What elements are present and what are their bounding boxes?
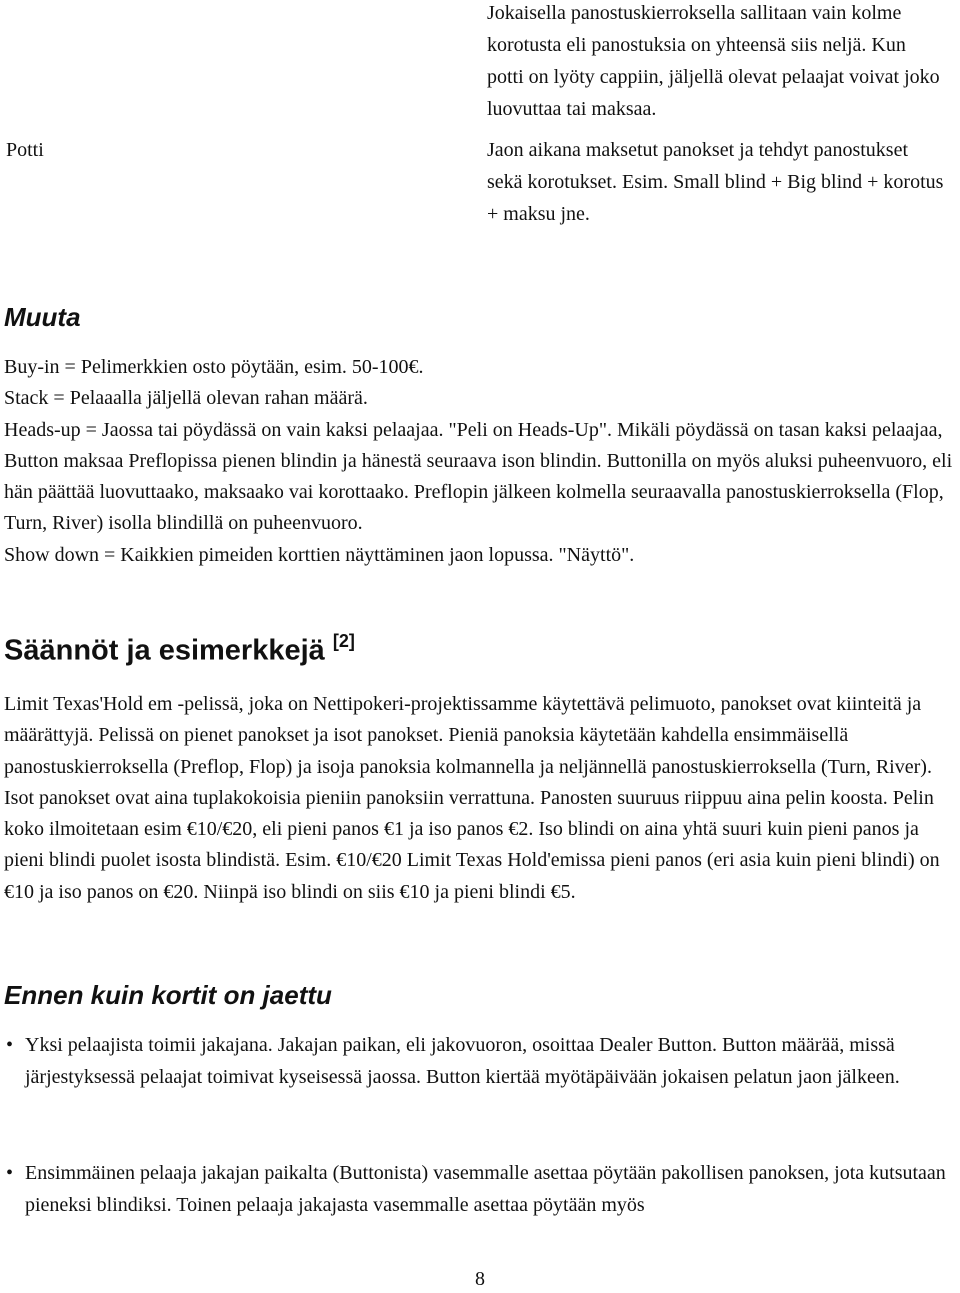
bullet-marker: • [6,1162,14,1184]
section-heading-saannot [4,633,355,668]
section-heading-ennen: Ennen kuin kortit on jaettu [4,980,332,1010]
reference-marker: [2] [332,631,355,651]
definition-description: Jokaisella panostuskierroksella sallitaan vain kolme korotusta eli panostuksia on yhteensä siis neljä. Kun potti on lyöty cappiin, jäljellä olevat pelaajat voivat joko luovuttaa tai maksaa. [487,2,940,120]
definition-description: Jaon aikana maksetut panokset ja tehdyt panostukset sekä korotukset. Esim. Small blind + Big blind + korotus + maksu jne. [487,139,944,225]
term-line-heads-up: Heads-up = Jaossa tai pöydässä on vain kaksi pelaajaa. "Peli on Heads-Up". Mikäli pöydässä on tasan kaksi pelaajaa, Button maksaa Preflopissa pienen blindin ja hänestä seuraava ison blindin. Buttonilla on myös aluksi puheenvuoro, eli hän päättää luovuttaako, maksaako vai korottaako. Preflopin jälkeen kolmella seuraavalla panostuskierroksella (Flop, Turn, River) isolla blindillä on puheenvuoro. [4,418,953,535]
saannot-paragraph: Limit Texas'Hold em -pelissä, joka on Nettipokeri-projektissamme käytettävä pelimuoto, panokset ovat kiinteitä ja määrättyjä. Pelissä on pienet panokset ja isot panokset. Pieniä panoksia käytetään kahdella ensimmäisellä panostuskierroksella (Preflop, Flop) ja isoja panoksia kolmannella ja neljännellä panostuskierroksella (Turn, River). Isot panokset ovat aina tuplakokoisia pieniin panoksiin verrattuna. Panosten suuruus riippuu aina pelin koosta. Pelin koko ilmoitetaan esim €10/€20, eli pieni panos €1 ja iso panos €2. Iso blindi on aina yhtä suuri kuin pieni panos ja pieni blindi puolet isosta blindistä. Esim. €10/€20 Limit Texas Hold'emissa pieni panos (eri asia kuin pieni blindi) on €10 ja iso panos on €20. Niinpä iso blindi on siis €10 ja pieni blindi €5. [4,693,940,903]
definition-row [0,0,960,120]
term-line-stack: Stack = Pelaaalla jäljellä olevan rahan määrä. [4,387,368,410]
term-line-show-down: Show down = Kaikkien pimeiden korttien näyttäminen jaon lopussa. "Näyttö". [4,543,635,566]
definition-term: Potti [6,139,44,161]
definition-row [0,134,960,230]
bullet-text: Yksi pelaajista toimii jakajana. Jakajan paikan, eli jakovuoron, osoittaa Dealer Button. Button määrää, missä järjestyksessä pelaajat toimivat kyseisessä jaossa. Button kiertää myötäpäivään jokaisen pelatun jaon jälkeen. [25,1034,900,1088]
section-heading-muuta: Muuta [4,302,81,332]
muuta-body [4,352,956,571]
bullet-marker: • [6,1034,14,1056]
section-heading-saannot-text: Säännöt ja esimerkkejä [4,634,325,667]
page-number: 8 [475,1268,485,1290]
term-line-buy-in: Buy-in = Pelimerkkien osto pöytään, esim. 50-100€. [4,356,424,378]
bullet-text: Ensimmäinen pelaaja jakajan paikalta (Buttonista) vasemmalle asettaa pöytään pakollisen panoksen, jota kutsutaan pieneksi blindiksi. Toinen pelaaja jakajasta vasemmalle asettaa pöytään myös [25,1162,946,1216]
